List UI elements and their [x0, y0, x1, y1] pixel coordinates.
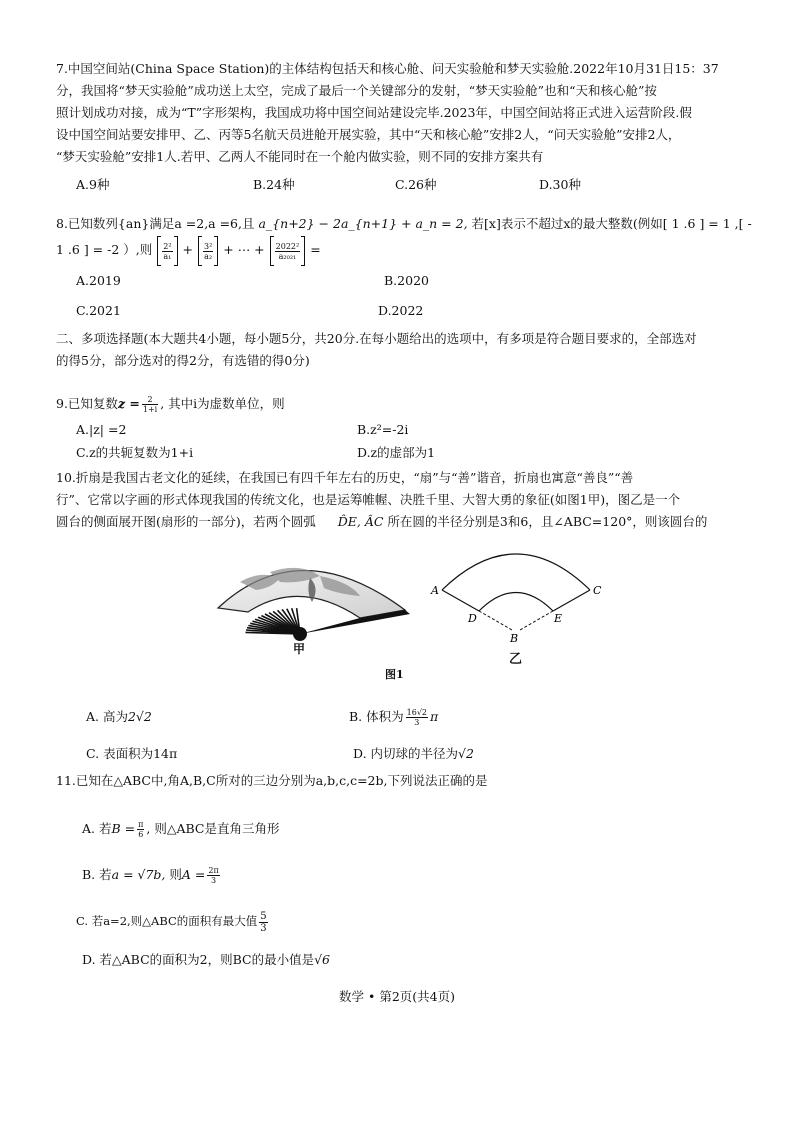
fan-pivot [293, 627, 307, 641]
segment-ad [442, 590, 479, 611]
q7-line-1: 7.中国空间站(China Space Station)的主体结构包括天和核心舱、问天实验舱和梦天实验舱.2022年10月31日15：37 [56, 61, 719, 76]
figure-caption: 图1 [385, 668, 404, 681]
point-b-label: B [510, 632, 519, 645]
question-7 [56, 58, 746, 168]
q8-stem-part1: 8.已知数列{an}满足a =2,a =6,且 [56, 216, 255, 231]
q10-line-2: 行”、它常以字画的形式体现我国的传统文化，也是运筹帷幄、决胜千里、大智大勇的象征(如图1甲)，图乙是一个 [56, 492, 681, 507]
q8-option-a: A.2019 [76, 273, 121, 288]
section-2-line-1: 二、多项选择题(本大题共4小题，每小题5分，共20分.在每小题给出的选项中，有多项是符合题目要求的，全部选对 [56, 331, 697, 346]
q9-option-a: A.|z| =2 [76, 422, 127, 437]
q8-floor-term-1: $\frac{\text{2²}}{\text{a₁}}$ [157, 236, 177, 266]
q10-option-a-value: 2√2 [127, 709, 152, 724]
q9-z-equals: z = [117, 396, 140, 411]
q10-option-d: D. 内切球的半径为√2 [353, 746, 474, 761]
section-2-line-2: 的得5分，部分选对的得2分，有选错的得0分) [56, 353, 310, 368]
page-footer: 数学 • 第2页(共4页) [339, 989, 455, 1004]
q9-fraction: $\frac{2}{1+i}$ [142, 395, 158, 414]
q10-line-3-part2: 所在圆的半径分别是3和6，且∠ABC=120°，则该圆台的 [387, 514, 708, 529]
point-a-label: A [431, 584, 439, 597]
q7-line-4: 设中国空间站要安排甲、乙、丙等5名航天员进舱开展实验，其中“天和核心舱”安排2人，“问天实验舱”安排2人， [56, 127, 681, 142]
q11-option-d: D. 若△ABC的面积为2，则BC的最小值是√6 [82, 952, 331, 967]
q8-dots: + ⋯ + [223, 242, 265, 257]
q10-option-a: A. 高为2√2 [86, 709, 152, 724]
q7-line-3: 照计划成功对接，成为“T”字形架构，我国成功将中国空间站建设完毕.2023年，中国空间站将正式进入运营阶段.假 [56, 105, 692, 120]
q8-plus: + [182, 242, 193, 257]
question-8 [56, 213, 752, 266]
q8-equals: = [310, 242, 321, 257]
sector-figure [428, 548, 604, 648]
question-11 [56, 770, 746, 792]
q7-line-2: 分，我国将“梦天实验舱”成功送上太空，完成了最后一个关键部分的发射，“梦天实验舱”也和“天和核心舱”按 [56, 83, 657, 98]
q10-line-3-part1: 圆台的侧面展开图(扇形的一部分)，若两个圆弧 [56, 514, 316, 529]
q10-arcs: D̂E, ÂC [337, 514, 384, 529]
question-10 [56, 467, 746, 533]
figure-label-yi: 乙 [509, 652, 523, 667]
q9-stem-part2: , 其中i为虚数单位，则 [160, 396, 285, 411]
q9-stem-part1: 9.已知复数 [56, 396, 118, 411]
q9-option-b: B.z²=-2i [357, 422, 409, 437]
q10-option-b: B. 体积为 $\frac{16√2}{3}$ π [349, 708, 439, 727]
figure-label-jia: 甲 [293, 642, 306, 656]
q8-option-d: D.2022 [378, 303, 424, 318]
q8-option-c: C.2021 [76, 303, 121, 318]
q7-option-c: C.26种 [395, 177, 437, 192]
section-2-heading [56, 328, 746, 372]
q10-option-c: C. 表面积为14π [86, 746, 178, 761]
q8-floor-term-2: $\frac{\text{3²}}{\text{a₂}}$ [198, 236, 218, 266]
segment-ce [553, 590, 590, 611]
q11-option-b: B. 若a = √7b, 则A = $\frac{2\pi}{3}$ [82, 866, 219, 885]
arc-de [479, 593, 553, 612]
q11-option-d-value: √6 [314, 952, 331, 967]
q7-option-b: B.24种 [253, 177, 295, 192]
q7-option-a: A.9种 [76, 177, 110, 192]
point-d-label: D [468, 612, 477, 625]
q8-recurrence: a_{n+2} − 2a_{n+1} + a_n = 2, [258, 216, 468, 231]
question-9 [56, 390, 746, 418]
q8-stem-part2: 若[x]表示不超过x的最大整数(例如[ 1 .6 ] = 1 ,[ - [471, 216, 752, 231]
q9-option-d: D.z的虚部为1 [357, 445, 436, 460]
q10-option-d-value: √2 [458, 746, 474, 761]
q8-stem-part3: 1 .6 ] = -2 ）,则 [56, 242, 153, 257]
q7-option-d: D.30种 [539, 177, 581, 192]
q8-option-b: B.2020 [384, 273, 429, 288]
q8-floor-term-3: $\frac{\text{2022²}}{\text{a₂₀₂₁}}$ [270, 236, 306, 266]
point-e-label: E [554, 612, 563, 625]
q11-stem: 11.已知在△ABC中,角A,B,C所对的三边分别为a,b,c,c=2b,下列说法正确的是 [56, 773, 488, 788]
arc-ac [442, 554, 590, 590]
point-c-label: C [593, 584, 602, 597]
q11-option-c: C. 若a=2,则△ABC的面积有最大值 $\frac{5}{3}$ [76, 910, 267, 934]
q10-line-1: 10.折扇是我国古老文化的延续，在我国已有四千年左右的历史，“扇”与“善”谐音，折扇也寓意“善良”“善 [56, 470, 634, 485]
q9-option-c: C.z的共轭复数为1+i [76, 445, 194, 460]
q11-option-a: A. 若B = $\frac{\pi}{6}$ , 则△ABC是直角三角形 [82, 820, 280, 839]
q7-line-5: “梦天实验舱”安排1人.若甲、乙两人不能同时在一个舱内做实验，则不同的安排方案共有 [56, 149, 544, 164]
folding-fan-figure [200, 552, 422, 654]
